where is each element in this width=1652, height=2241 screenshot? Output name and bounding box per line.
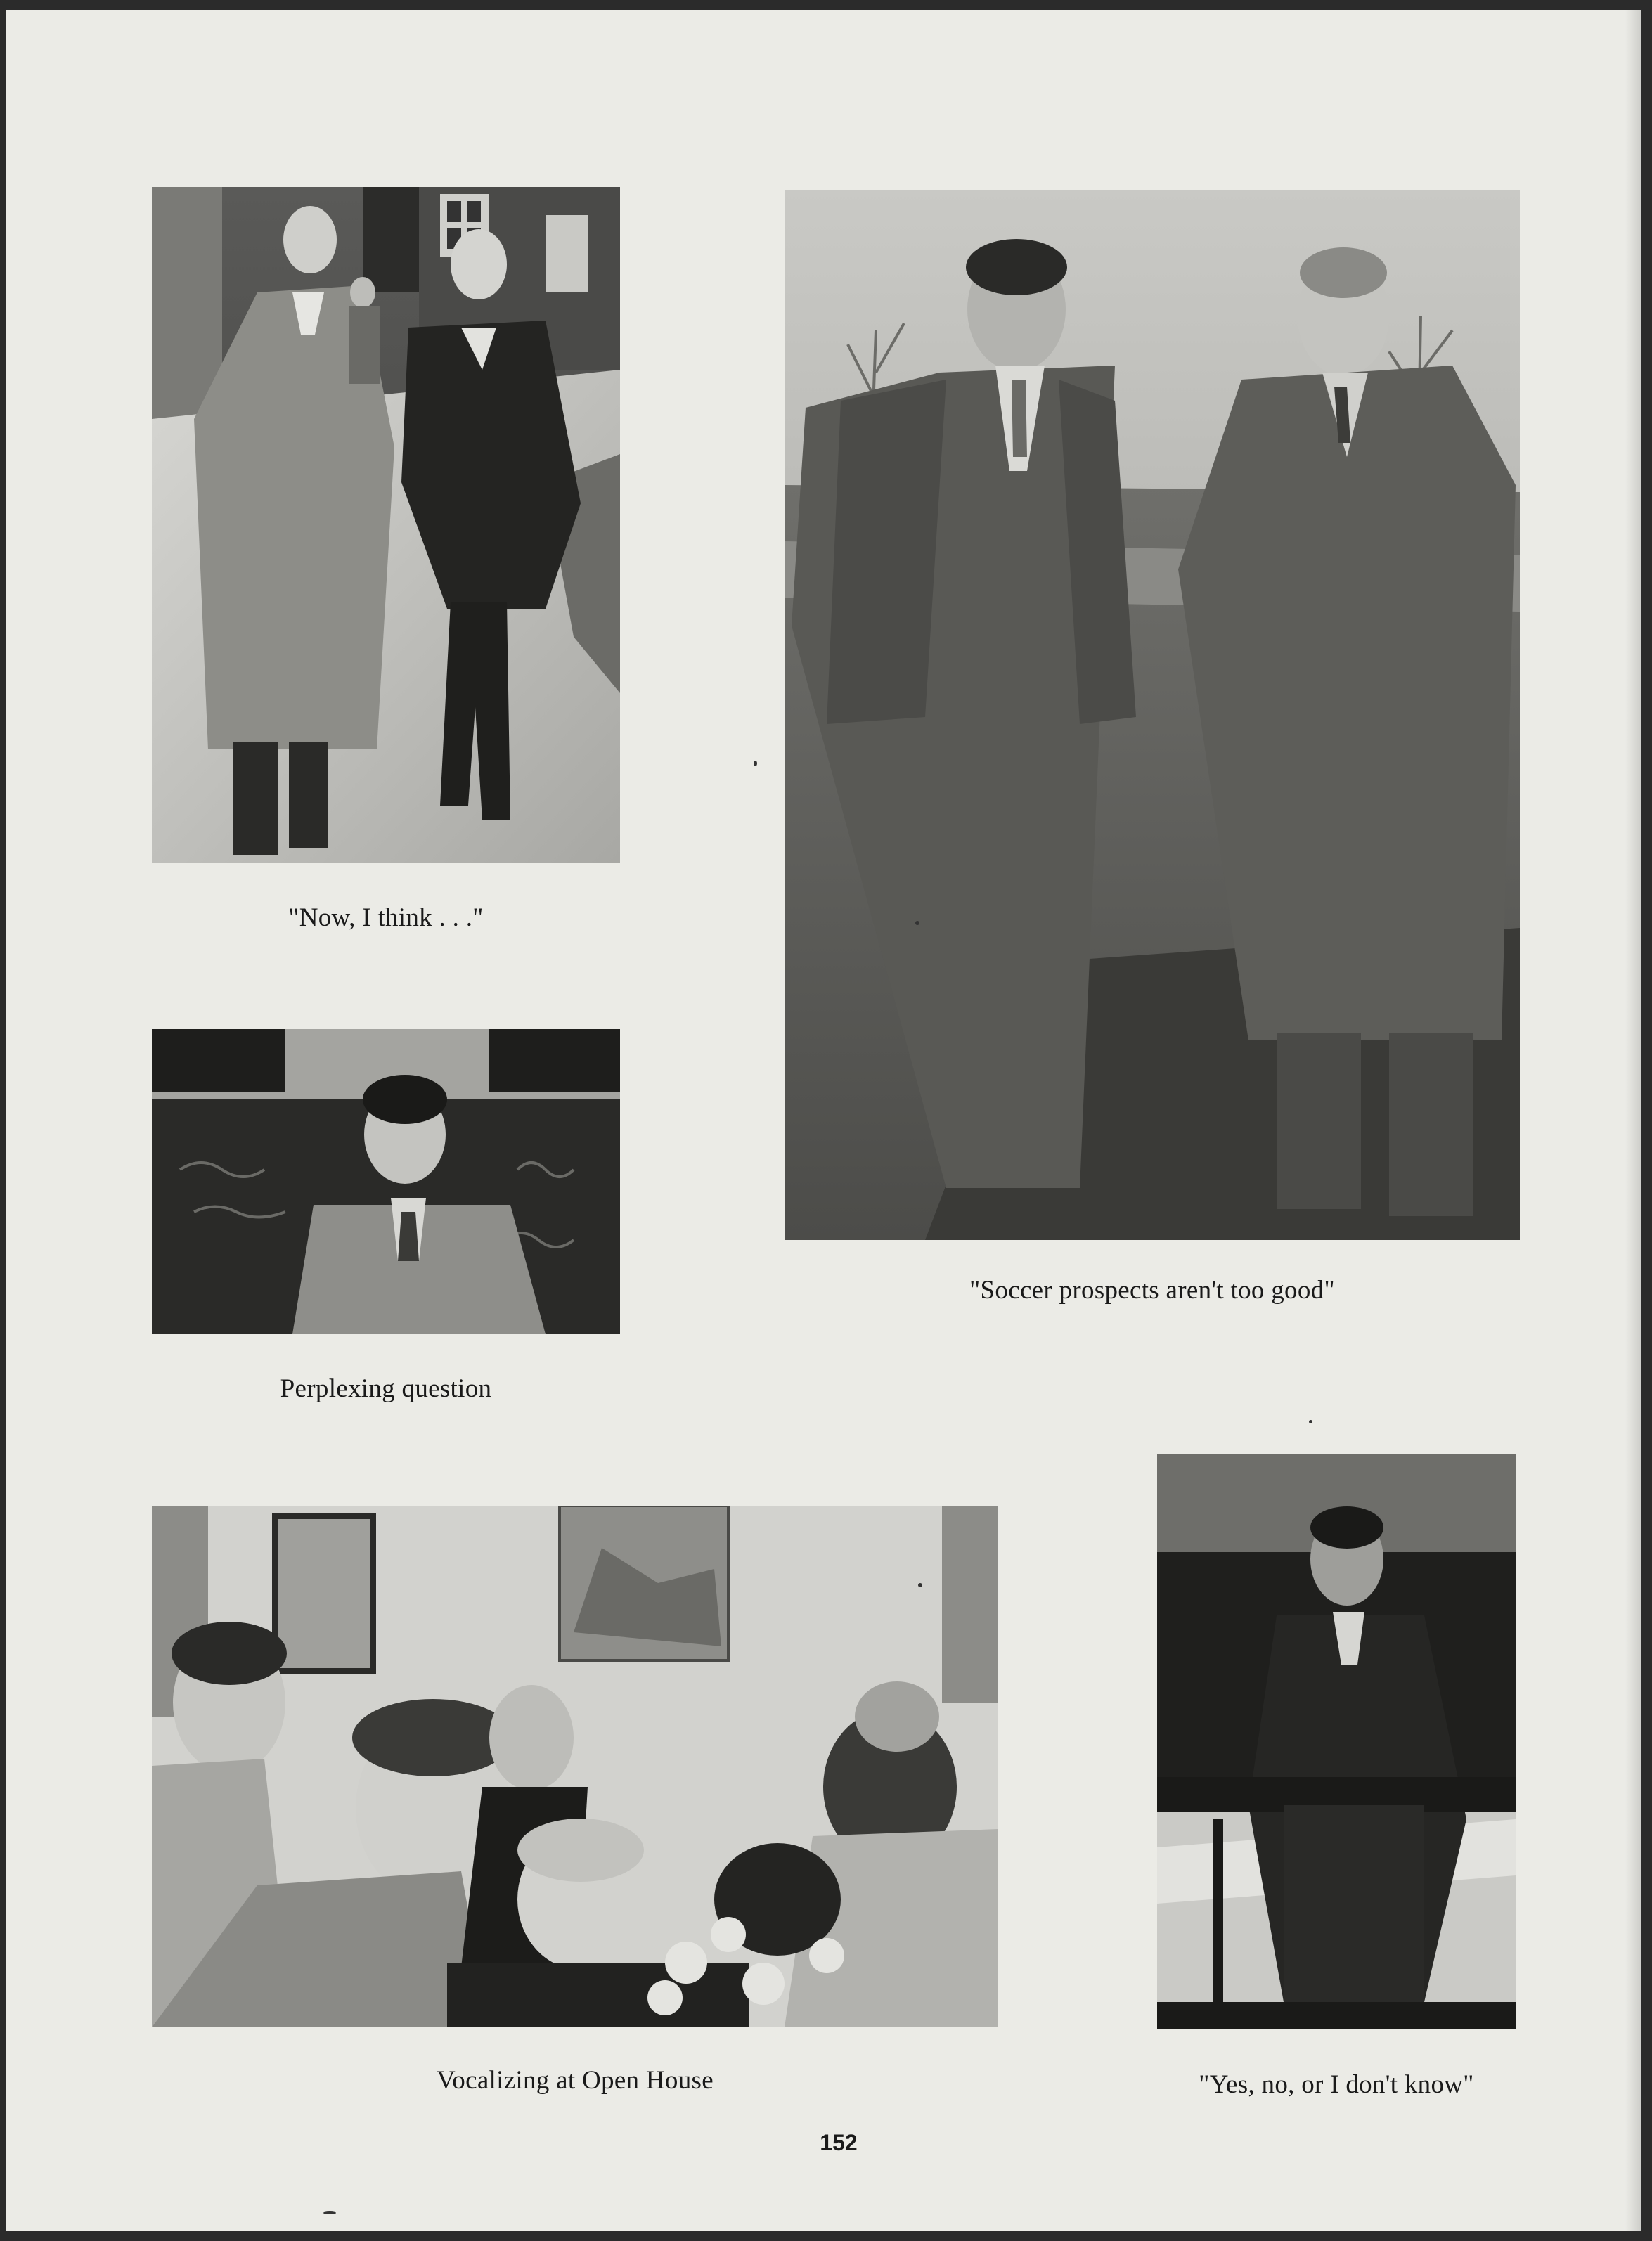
yearbook-page	[6, 10, 1641, 2231]
dust-speck	[323, 2211, 336, 2214]
page-number: 152	[820, 2130, 858, 2155]
caption-perplexing-question: Perplexing question	[280, 1374, 492, 1403]
photo-lectern	[1157, 1454, 1516, 2029]
dust-speck	[918, 1583, 922, 1587]
caption-open-house: Vocalizing at Open House	[437, 2066, 714, 2095]
caption-lectern: "Yes, no, or I don't know"	[1199, 2070, 1474, 2099]
photo-soccer-prospects	[785, 190, 1520, 1240]
photo-perplexing-question	[152, 1029, 620, 1334]
caption-men-walking: "Now, I think . . ."	[288, 903, 484, 932]
photo-men-walking	[152, 187, 620, 863]
dust-speck	[915, 921, 919, 925]
dust-speck	[1309, 1420, 1312, 1423]
caption-soccer-prospects: "Soccer prospects aren't too good"	[969, 1276, 1335, 1305]
photo-open-house	[152, 1506, 998, 2027]
dust-speck	[754, 761, 757, 766]
